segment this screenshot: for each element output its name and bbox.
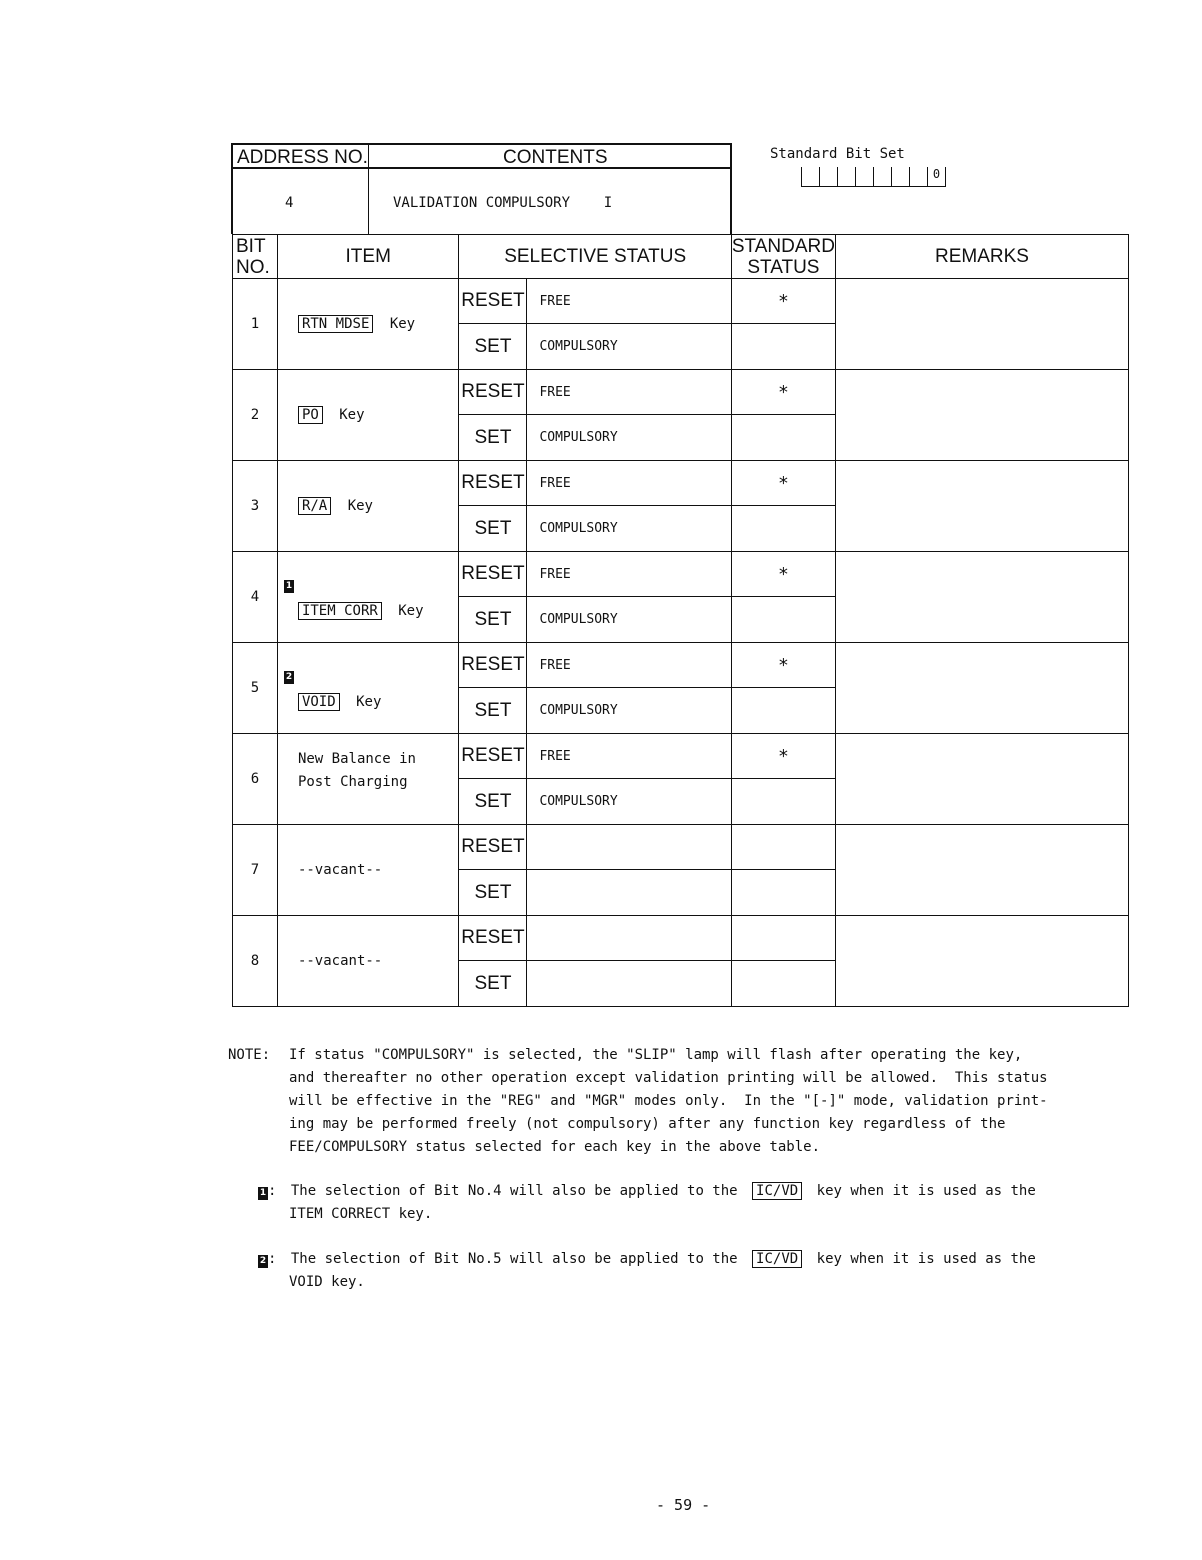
standard-mark: * <box>731 552 835 597</box>
reset-description: FREE <box>527 552 731 597</box>
standard-bit-set-label: Standard Bit Set <box>770 146 905 162</box>
reset-description: FREE <box>527 643 731 688</box>
note-line: FEE/COMPULSORY status selected for each key in the above table. <box>289 1139 821 1155</box>
table-row <box>233 643 1129 688</box>
reset-label: RESET <box>459 825 527 870</box>
set-label: SET <box>459 870 527 916</box>
address-column-divider <box>368 145 369 234</box>
remarks-cell <box>835 916 1128 1007</box>
set-description: COMPULSORY <box>527 688 731 734</box>
bit-cell <box>909 167 927 187</box>
standard-mark <box>731 597 835 643</box>
reset-label: RESET <box>459 734 527 779</box>
item-corr-key-label: ITEM CORR <box>298 602 382 620</box>
item-cell <box>277 734 459 825</box>
remarks-cell <box>835 552 1128 643</box>
address-value: 4 <box>285 195 294 211</box>
reset-description <box>527 916 731 961</box>
footnote-text: key when it is used as the <box>816 1251 1036 1267</box>
standard-mark: * <box>731 279 835 324</box>
set-label: SET <box>459 597 527 643</box>
footnote-text: key when it is used as the <box>816 1183 1036 1199</box>
footnote-text: ITEM CORRECT key. <box>289 1206 433 1222</box>
contents-label: CONTENTS <box>503 147 608 168</box>
key-suffix: Key <box>356 693 382 710</box>
remarks-cell <box>835 734 1128 825</box>
bit-number: 1 <box>233 279 278 370</box>
set-description <box>527 961 731 1007</box>
bit-number: 6 <box>233 734 278 825</box>
reset-description: FREE <box>527 370 731 415</box>
remarks-cell <box>835 461 1128 552</box>
set-label: SET <box>459 415 527 461</box>
bit-number: 7 <box>233 825 278 916</box>
table-row <box>233 825 1129 870</box>
po-key-label: PO <box>298 406 323 424</box>
bit-cell <box>837 167 855 187</box>
note-line: If status "COMPULSORY" is selected, the "SLIP" lamp will flash after operating the key, <box>289 1047 1023 1063</box>
table-header-row <box>233 235 1129 279</box>
note-body <box>289 1044 1131 1159</box>
standard-mark <box>731 779 835 825</box>
note-line: ing may be performed freely (not compulsory) after any function key regardless of the <box>289 1116 1006 1132</box>
header-standard-status: STANDARD STATUS <box>731 235 835 278</box>
bit-number: 4 <box>233 552 278 643</box>
set-label: SET <box>459 324 527 370</box>
item-cell <box>277 279 459 370</box>
item-cell <box>277 370 459 461</box>
set-label: SET <box>459 779 527 825</box>
table-row <box>233 916 1129 961</box>
footnote-1: 1 : The selection of Bit No.4 will also be applied to the IC/VD key when it is used as the ITEM CORRECT key. <box>258 1180 1132 1226</box>
footnote-text: VOID key. <box>289 1274 365 1290</box>
standard-mark <box>731 506 835 552</box>
set-label: SET <box>459 506 527 552</box>
standard-mark: * <box>731 461 835 506</box>
header-selective-status: SELECTIVE STATUS <box>459 235 731 279</box>
standard-mark: * <box>731 643 835 688</box>
reset-label: RESET <box>459 370 527 415</box>
bit-cell: 0 <box>927 167 946 187</box>
reset-label: RESET <box>459 552 527 597</box>
header-remarks: REMARKS <box>835 235 1128 279</box>
reset-label: RESET <box>459 461 527 506</box>
reset-label: RESET <box>459 643 527 688</box>
key-suffix: Key <box>347 498 373 514</box>
item-cell <box>277 825 459 916</box>
set-description: COMPULSORY <box>527 324 731 370</box>
ic-vd-key-label: IC/VD <box>752 1182 802 1200</box>
bit-cell <box>801 167 819 187</box>
standard-mark <box>731 916 835 961</box>
void-key-label: VOID <box>298 693 340 711</box>
page-number: - 59 - <box>656 1496 711 1514</box>
key-suffix: Key <box>389 316 416 332</box>
footnote-text: The selection of Bit No.4 will also be applied to the <box>290 1183 738 1199</box>
set-label: SET <box>459 688 527 734</box>
remarks-cell <box>835 279 1128 370</box>
footnote-2-badge: 2 <box>285 671 293 682</box>
rtn-mdse-key-label: RTN MDSE <box>298 315 373 333</box>
footnote-1-badge: 1 <box>259 1188 267 1198</box>
table-row <box>233 461 1129 506</box>
bit-settings-table <box>232 234 1129 1007</box>
item-cell <box>277 916 459 1007</box>
item-cell <box>277 643 459 734</box>
table-row <box>233 552 1129 597</box>
contents-value: VALIDATION COMPULSORY I <box>393 195 613 211</box>
footnote-text: The selection of Bit No.5 will also be applied to the <box>290 1251 738 1267</box>
item-text-line: New Balance in <box>297 751 416 767</box>
set-description: COMPULSORY <box>527 597 731 643</box>
footnote-1-badge: 1 <box>285 580 293 591</box>
set-description: COMPULSORY <box>527 779 731 825</box>
set-label: SET <box>459 961 527 1007</box>
reset-description: FREE <box>527 734 731 779</box>
key-suffix: Key <box>398 602 424 619</box>
address-contents-box <box>231 143 732 234</box>
ic-vd-key-label: IC/VD <box>752 1250 802 1268</box>
note-label: NOTE: <box>228 1047 271 1063</box>
standard-mark <box>731 825 835 870</box>
note-line: and thereafter no other operation except validation printing will be allowed. This status <box>289 1070 1048 1086</box>
address-no-label: ADDRESS NO. <box>237 147 368 168</box>
remarks-cell <box>835 825 1128 916</box>
standard-mark <box>731 324 835 370</box>
footnote-2-badge: 2 <box>259 1256 267 1266</box>
bit-number: 2 <box>233 370 278 461</box>
standard-mark <box>731 688 835 734</box>
standard-bit-set-boxes <box>801 167 946 187</box>
item-cell <box>277 552 459 643</box>
standard-mark <box>731 415 835 461</box>
bit-cell <box>819 167 837 187</box>
reset-description <box>527 825 731 870</box>
standard-mark: * <box>731 370 835 415</box>
set-description <box>527 870 731 916</box>
bit-number: 8 <box>233 916 278 1007</box>
table-row <box>233 734 1129 779</box>
reset-label: RESET <box>459 279 527 324</box>
standard-mark <box>731 961 835 1007</box>
item-text-line: Post Charging <box>297 774 408 790</box>
reset-description: FREE <box>527 461 731 506</box>
remarks-cell <box>835 643 1128 734</box>
key-suffix: Key <box>339 407 365 423</box>
item-cell <box>277 461 459 552</box>
bit-number: 5 <box>233 643 278 734</box>
reset-description: FREE <box>527 279 731 324</box>
table-row <box>233 279 1129 324</box>
ra-key-label: R/A <box>298 497 331 515</box>
set-description: COMPULSORY <box>527 415 731 461</box>
set-description: COMPULSORY <box>527 506 731 552</box>
bit-cell <box>873 167 891 187</box>
bit-cell <box>891 167 909 187</box>
bit-number: 3 <box>233 461 278 552</box>
header-item: ITEM <box>277 235 459 279</box>
note-line: will be effective in the "REG" and "MGR" modes only. In the "[-]" mode, validation print- <box>289 1093 1048 1109</box>
remarks-cell <box>835 370 1128 461</box>
item-text-line: --vacant-- <box>297 862 383 878</box>
header-bit-no: BIT NO. <box>233 235 278 279</box>
footnote-2: 2 : The selection of Bit No.5 will also be applied to the IC/VD key when it is used as the VOID key. <box>258 1248 1132 1294</box>
bit-cell <box>855 167 873 187</box>
table-row <box>233 370 1129 415</box>
standard-mark <box>731 870 835 916</box>
reset-label: RESET <box>459 916 527 961</box>
standard-mark: * <box>731 734 835 779</box>
item-text-line: --vacant-- <box>297 953 383 969</box>
